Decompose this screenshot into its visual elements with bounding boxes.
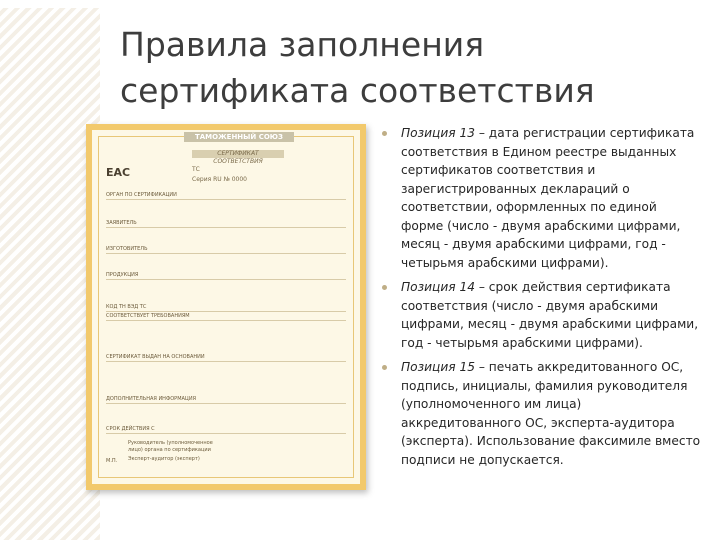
footer-expert: Эксперт-аудитор (эксперт): [128, 456, 200, 462]
certificate-row: СЕРТИФИКАТ ВЫДАН НА ОСНОВАНИИ: [106, 354, 346, 362]
union-label: ТАМОЖЕННЫЙ СОЮЗ: [184, 132, 294, 142]
bullet-lead: Позиция 15: [401, 360, 475, 374]
certificate-row: ИЗГОТОВИТЕЛЬ: [106, 246, 346, 254]
bullet-dot-icon: [382, 365, 387, 370]
bullet-list: [382, 124, 702, 475]
bullet-dot-icon: [382, 285, 387, 290]
footer-signatory: Руководитель (уполномоченное лицо) органа по сертификации: [128, 440, 213, 453]
bullet-item: [382, 358, 702, 469]
certificate-row: ОРГАН ПО СЕРТИФИКАЦИИ: [106, 192, 346, 200]
tc-label: ТС: [192, 166, 200, 173]
slide-title: Правила заполнения сертификата соответствия: [120, 25, 595, 110]
certificate-row: СООТВЕТСТВУЕТ ТРЕБОВАНИЯМ: [106, 313, 346, 321]
certificate-label: СЕРТИФИКАТ СООТВЕТСТВИЯ: [192, 150, 284, 158]
bullet-lead: Позиция 14: [401, 280, 475, 294]
certificate-row: ЗАЯВИТЕЛЬ: [106, 220, 346, 228]
certificate-image: [86, 124, 366, 490]
series-label: Серия RU № 0000: [192, 176, 247, 183]
bullet-item: [382, 124, 702, 272]
bullet-text: – печать аккредитованного ОС, подпись, инициалы, фамилия руководителя (уполномоченного им лица) аккредитованного ОС, эксперта-аудитора (эксперта). Использование факсимиле вместо подписи не допускается.: [401, 360, 701, 467]
bullet-item: [382, 278, 702, 352]
bullet-dot-icon: [382, 131, 387, 136]
bullet-text: – дата регистрации сертификата соответствия в Едином реестре выданных сертификатов соответствия и зарегистрированных деклараций о соответствии, оформленных по единой форме (число - двумя арабскими цифрами, месяц - двумя арабскими цифрами, год - четырьмя арабскими цифрами).: [401, 126, 695, 270]
stamp-label: М.П.: [106, 458, 118, 464]
bullet-text: – срок действия сертификата соответствия (число - двумя арабскими цифрами, месяц - двумя арабскими цифрами, год - четырьмя арабскими цифрами).: [401, 280, 699, 350]
decorative-pattern: [0, 0, 100, 540]
certificate-row: ДОПОЛНИТЕЛЬНАЯ ИНФОРМАЦИЯ: [106, 396, 346, 404]
eac-mark: EAC: [106, 166, 131, 179]
certificate-row: СРОК ДЕЙСТВИЯ С: [106, 426, 346, 434]
bullet-lead: Позиция 13: [401, 126, 475, 140]
certificate-row: ПРОДУКЦИЯ: [106, 272, 346, 280]
top-band: [0, 0, 720, 8]
certificate-row: КОД ТН ВЭД ТС: [106, 304, 346, 312]
